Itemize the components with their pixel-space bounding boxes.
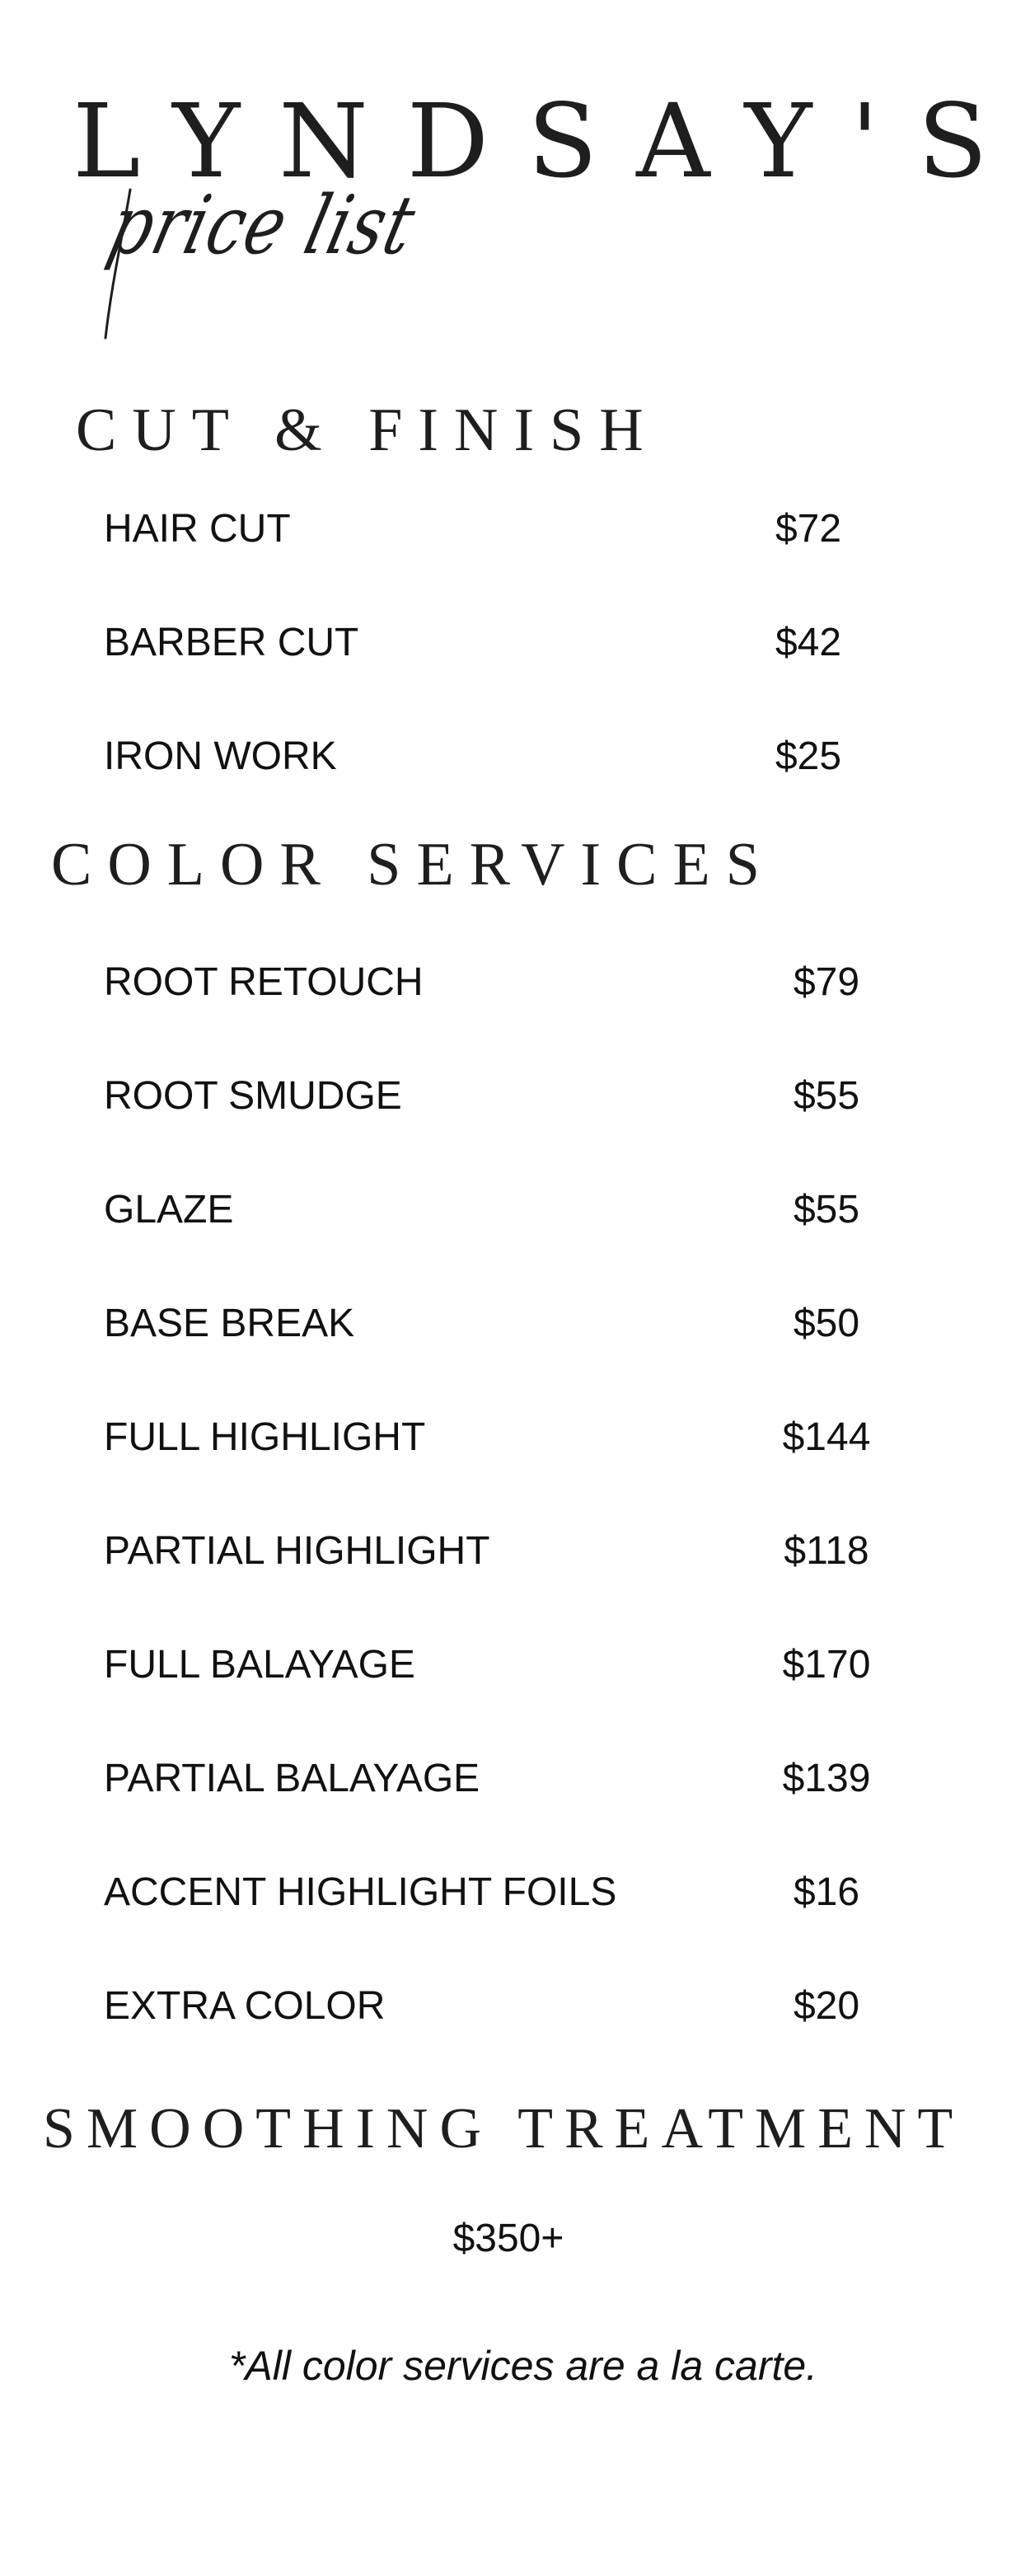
service-name-accent-highlight-foils: ACCENT HIGHLIGHT FOILS xyxy=(104,1870,617,1914)
service-price-glaze: $55 xyxy=(793,1188,860,1232)
service-name-base-break: BASE BREAK xyxy=(104,1302,355,1345)
service-name-glaze: GLAZE xyxy=(104,1188,234,1232)
service-name-partial-highlight: PARTIAL HIGHLIGHT xyxy=(104,1529,490,1573)
footnote: *All color services are a la carte. xyxy=(228,2343,818,2389)
service-name-extra-color: EXTRA COLOR xyxy=(104,1984,386,2028)
service-price-root-retouch: $79 xyxy=(793,960,860,1004)
service-name-iron-work: IRON WORK xyxy=(104,734,337,778)
smoothing-treatment-price: $350+ xyxy=(452,2217,564,2260)
service-name-barber-cut: BARBER CUT xyxy=(104,621,359,664)
service-price-hair-cut: $72 xyxy=(775,507,842,551)
service-price-barber-cut: $42 xyxy=(775,621,842,664)
service-price-accent-highlight-foils: $16 xyxy=(793,1870,860,1914)
brand-title: LYNDSAY'S xyxy=(73,82,1027,201)
service-price-partial-balayage: $139 xyxy=(782,1757,871,1800)
service-name-root-smudge: ROOT SMUDGE xyxy=(104,1074,402,1118)
service-price-extra-color: $20 xyxy=(793,1984,860,2028)
script-subtitle: price list xyxy=(100,179,425,273)
section-title-color-services: COLOR SERVICES xyxy=(51,831,775,899)
service-name-full-balayage: FULL BALAYAGE xyxy=(104,1643,415,1687)
service-name-hair-cut: HAIR CUT xyxy=(104,507,291,551)
service-name-partial-balayage: PARTIAL BALAYAGE xyxy=(104,1757,480,1800)
service-name-root-retouch: ROOT RETOUCH xyxy=(104,960,424,1004)
service-name-full-highlight: FULL HIGHLIGHT xyxy=(104,1415,426,1459)
service-price-partial-highlight: $118 xyxy=(784,1529,869,1573)
service-price-full-balayage: $170 xyxy=(782,1643,871,1687)
section-title-cut-finish: CUT & FINISH xyxy=(76,396,659,464)
service-price-iron-work: $25 xyxy=(775,734,842,778)
service-price-base-break: $50 xyxy=(793,1302,860,1345)
section-title-smoothing-treatment: SMOOTHING TREATMENT xyxy=(43,2097,965,2161)
service-price-full-highlight: $144 xyxy=(782,1415,871,1459)
service-price-root-smudge: $55 xyxy=(793,1074,860,1118)
